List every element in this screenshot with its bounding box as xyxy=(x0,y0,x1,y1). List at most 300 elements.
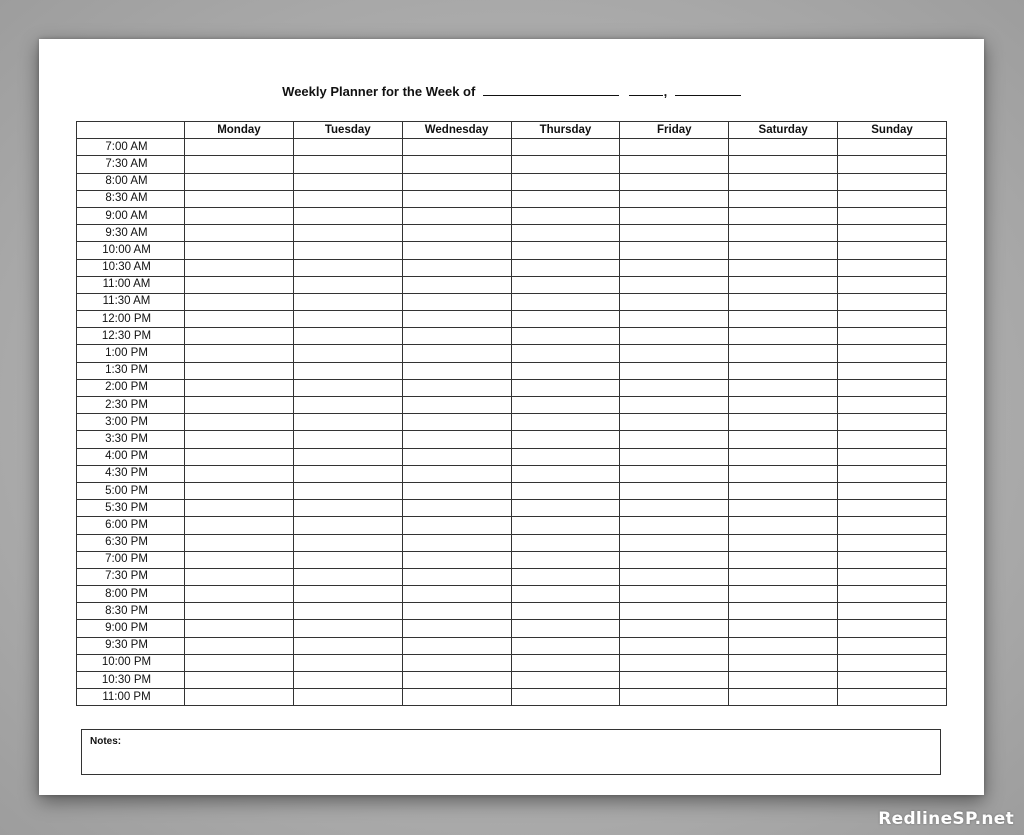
schedule-cell-thursday[interactable] xyxy=(511,276,620,293)
table-row xyxy=(77,603,947,620)
schedule-cell-wednesday[interactable] xyxy=(402,689,511,706)
schedule-cell-sunday[interactable] xyxy=(838,328,947,345)
schedule-cell-saturday[interactable] xyxy=(729,156,838,173)
schedule-cell-wednesday[interactable] xyxy=(402,672,511,689)
schedule-cell-thursday[interactable] xyxy=(511,345,620,362)
schedule-cell-saturday[interactable] xyxy=(729,293,838,310)
schedule-cell-wednesday[interactable] xyxy=(402,156,511,173)
table-row xyxy=(77,311,947,328)
schedule-cell-tuesday[interactable] xyxy=(293,156,402,173)
schedule-cell-tuesday[interactable] xyxy=(293,689,402,706)
schedule-cell-tuesday[interactable] xyxy=(293,517,402,534)
time-slot-label: 9:30 PM xyxy=(77,637,185,654)
schedule-cell-saturday[interactable] xyxy=(729,654,838,671)
schedule-cell-wednesday[interactable] xyxy=(402,397,511,414)
time-slot-label: 8:30 AM xyxy=(77,190,185,207)
schedule-cell-thursday[interactable] xyxy=(511,414,620,431)
schedule-cell-sunday[interactable] xyxy=(838,482,947,499)
table-row xyxy=(77,345,947,362)
schedule-cell-sunday[interactable] xyxy=(838,225,947,242)
schedule-cell-tuesday[interactable] xyxy=(293,672,402,689)
schedule-cell-thursday[interactable] xyxy=(511,620,620,637)
schedule-cell-saturday[interactable] xyxy=(729,328,838,345)
schedule-cell-friday[interactable] xyxy=(620,259,729,276)
week-blank-2[interactable] xyxy=(629,83,663,96)
schedule-cell-tuesday[interactable] xyxy=(293,190,402,207)
schedule-cell-friday[interactable] xyxy=(620,414,729,431)
schedule-cell-thursday[interactable] xyxy=(511,672,620,689)
time-slot-label: 10:30 PM xyxy=(77,672,185,689)
schedule-cell-tuesday[interactable] xyxy=(293,311,402,328)
schedule-cell-monday[interactable] xyxy=(185,672,294,689)
page-title xyxy=(39,83,984,99)
schedule-cell-wednesday[interactable] xyxy=(402,328,511,345)
schedule-cell-monday[interactable] xyxy=(185,173,294,190)
schedule-cell-friday[interactable] xyxy=(620,397,729,414)
schedule-cell-thursday[interactable] xyxy=(511,500,620,517)
schedule-cell-sunday[interactable] xyxy=(838,603,947,620)
schedule-cell-sunday[interactable] xyxy=(838,397,947,414)
schedule-cell-wednesday[interactable] xyxy=(402,465,511,482)
schedule-cell-tuesday[interactable] xyxy=(293,500,402,517)
schedule-cell-sunday[interactable] xyxy=(838,448,947,465)
schedule-cell-wednesday[interactable] xyxy=(402,362,511,379)
schedule-cell-thursday[interactable] xyxy=(511,173,620,190)
schedule-cell-friday[interactable] xyxy=(620,345,729,362)
schedule-cell-thursday[interactable] xyxy=(511,139,620,156)
schedule-cell-saturday[interactable] xyxy=(729,173,838,190)
schedule-cell-sunday[interactable] xyxy=(838,362,947,379)
schedule-cell-monday[interactable] xyxy=(185,534,294,551)
schedule-cell-friday[interactable] xyxy=(620,500,729,517)
schedule-cell-monday[interactable] xyxy=(185,190,294,207)
schedule-cell-saturday[interactable] xyxy=(729,207,838,224)
table-row xyxy=(77,379,947,396)
schedule-cell-monday[interactable] xyxy=(185,603,294,620)
schedule-cell-saturday[interactable] xyxy=(729,689,838,706)
schedule-cell-tuesday[interactable] xyxy=(293,362,402,379)
schedule-cell-tuesday[interactable] xyxy=(293,207,402,224)
schedule-cell-sunday[interactable] xyxy=(838,620,947,637)
schedule-cell-monday[interactable] xyxy=(185,345,294,362)
day-header-thursday: Thursday xyxy=(511,122,620,139)
schedule-cell-friday[interactable] xyxy=(620,242,729,259)
schedule-cell-thursday[interactable] xyxy=(511,654,620,671)
schedule-cell-thursday[interactable] xyxy=(511,242,620,259)
schedule-cell-sunday[interactable] xyxy=(838,139,947,156)
schedule-cell-sunday[interactable] xyxy=(838,345,947,362)
schedule-cell-wednesday[interactable] xyxy=(402,500,511,517)
table-row xyxy=(77,259,947,276)
table-row xyxy=(77,517,947,534)
schedule-cell-saturday[interactable] xyxy=(729,190,838,207)
schedule-cell-sunday[interactable] xyxy=(838,190,947,207)
schedule-cell-tuesday[interactable] xyxy=(293,397,402,414)
time-slot-label: 4:30 PM xyxy=(77,465,185,482)
schedule-cell-saturday[interactable] xyxy=(729,259,838,276)
schedule-cell-tuesday[interactable] xyxy=(293,637,402,654)
time-slot-label: 11:00 AM xyxy=(77,276,185,293)
schedule-cell-saturday[interactable] xyxy=(729,534,838,551)
schedule-cell-friday[interactable] xyxy=(620,139,729,156)
schedule-cell-sunday[interactable] xyxy=(838,242,947,259)
schedule-cell-monday[interactable] xyxy=(185,637,294,654)
day-header-wednesday: Wednesday xyxy=(402,122,511,139)
table-row xyxy=(77,637,947,654)
schedule-cell-thursday[interactable] xyxy=(511,551,620,568)
schedule-cell-sunday[interactable] xyxy=(838,637,947,654)
schedule-cell-monday[interactable] xyxy=(185,500,294,517)
schedule-cell-monday[interactable] xyxy=(185,431,294,448)
schedule-cell-sunday[interactable] xyxy=(838,414,947,431)
table-row xyxy=(77,465,947,482)
schedule-cell-saturday[interactable] xyxy=(729,431,838,448)
planner-table xyxy=(76,121,947,706)
schedule-cell-saturday[interactable] xyxy=(729,276,838,293)
time-slot-label: 2:30 PM xyxy=(77,397,185,414)
schedule-cell-monday[interactable] xyxy=(185,551,294,568)
schedule-cell-sunday[interactable] xyxy=(838,465,947,482)
schedule-cell-wednesday[interactable] xyxy=(402,551,511,568)
schedule-cell-sunday[interactable] xyxy=(838,173,947,190)
schedule-cell-monday[interactable] xyxy=(185,568,294,585)
schedule-cell-wednesday[interactable] xyxy=(402,293,511,310)
schedule-cell-friday[interactable] xyxy=(620,276,729,293)
schedule-cell-tuesday[interactable] xyxy=(293,173,402,190)
time-slot-label: 3:00 PM xyxy=(77,414,185,431)
schedule-cell-tuesday[interactable] xyxy=(293,603,402,620)
schedule-cell-friday[interactable] xyxy=(620,482,729,499)
schedule-cell-monday[interactable] xyxy=(185,482,294,499)
schedule-cell-saturday[interactable] xyxy=(729,465,838,482)
schedule-cell-monday[interactable] xyxy=(185,379,294,396)
schedule-cell-saturday[interactable] xyxy=(729,397,838,414)
schedule-cell-wednesday[interactable] xyxy=(402,259,511,276)
schedule-cell-friday[interactable] xyxy=(620,603,729,620)
time-slot-label: 10:30 AM xyxy=(77,259,185,276)
schedule-cell-tuesday[interactable] xyxy=(293,379,402,396)
table-row xyxy=(77,689,947,706)
notes-label: Notes: xyxy=(90,736,122,747)
schedule-cell-tuesday[interactable] xyxy=(293,654,402,671)
day-header-monday: Monday xyxy=(185,122,294,139)
week-blank-3[interactable] xyxy=(675,83,741,96)
schedule-cell-sunday[interactable] xyxy=(838,568,947,585)
schedule-cell-sunday[interactable] xyxy=(838,207,947,224)
table-row xyxy=(77,276,947,293)
schedule-cell-tuesday[interactable] xyxy=(293,345,402,362)
schedule-cell-thursday[interactable] xyxy=(511,637,620,654)
schedule-cell-thursday[interactable] xyxy=(511,293,620,310)
schedule-cell-wednesday[interactable] xyxy=(402,139,511,156)
schedule-cell-saturday[interactable] xyxy=(729,225,838,242)
schedule-cell-monday[interactable] xyxy=(185,689,294,706)
schedule-cell-saturday[interactable] xyxy=(729,448,838,465)
page-title-text: Weekly Planner for the Week of xyxy=(282,84,476,99)
schedule-cell-wednesday[interactable] xyxy=(402,448,511,465)
schedule-cell-sunday[interactable] xyxy=(838,431,947,448)
table-row xyxy=(77,586,947,603)
schedule-cell-monday[interactable] xyxy=(185,465,294,482)
schedule-cell-wednesday[interactable] xyxy=(402,276,511,293)
schedule-cell-wednesday[interactable] xyxy=(402,173,511,190)
schedule-cell-friday[interactable] xyxy=(620,672,729,689)
schedule-cell-thursday[interactable] xyxy=(511,379,620,396)
schedule-cell-friday[interactable] xyxy=(620,207,729,224)
table-row xyxy=(77,362,947,379)
schedule-cell-wednesday[interactable] xyxy=(402,534,511,551)
table-row xyxy=(77,190,947,207)
schedule-cell-friday[interactable] xyxy=(620,293,729,310)
schedule-cell-wednesday[interactable] xyxy=(402,568,511,585)
table-row xyxy=(77,551,947,568)
table-row xyxy=(77,139,947,156)
schedule-cell-monday[interactable] xyxy=(185,242,294,259)
time-slot-label: 4:00 PM xyxy=(77,448,185,465)
schedule-cell-saturday[interactable] xyxy=(729,311,838,328)
schedule-cell-wednesday[interactable] xyxy=(402,517,511,534)
day-header-tuesday: Tuesday xyxy=(293,122,402,139)
table-row xyxy=(77,534,947,551)
schedule-cell-tuesday[interactable] xyxy=(293,431,402,448)
time-slot-label: 3:30 PM xyxy=(77,431,185,448)
schedule-cell-friday[interactable] xyxy=(620,431,729,448)
table-row xyxy=(77,500,947,517)
schedule-cell-thursday[interactable] xyxy=(511,259,620,276)
schedule-cell-tuesday[interactable] xyxy=(293,225,402,242)
schedule-cell-tuesday[interactable] xyxy=(293,448,402,465)
schedule-cell-thursday[interactable] xyxy=(511,328,620,345)
time-slot-label: 10:00 AM xyxy=(77,242,185,259)
schedule-cell-monday[interactable] xyxy=(185,586,294,603)
schedule-cell-wednesday[interactable] xyxy=(402,311,511,328)
schedule-cell-thursday[interactable] xyxy=(511,448,620,465)
table-row xyxy=(77,328,947,345)
schedule-cell-friday[interactable] xyxy=(620,173,729,190)
schedule-cell-tuesday[interactable] xyxy=(293,534,402,551)
planner-body xyxy=(77,139,947,706)
schedule-cell-wednesday[interactable] xyxy=(402,190,511,207)
schedule-cell-friday[interactable] xyxy=(620,551,729,568)
schedule-cell-friday[interactable] xyxy=(620,328,729,345)
schedule-cell-tuesday[interactable] xyxy=(293,242,402,259)
time-slot-label: 1:00 PM xyxy=(77,345,185,362)
schedule-cell-thursday[interactable] xyxy=(511,207,620,224)
schedule-cell-saturday[interactable] xyxy=(729,672,838,689)
schedule-cell-tuesday[interactable] xyxy=(293,276,402,293)
header-row xyxy=(77,122,947,139)
schedule-cell-saturday[interactable] xyxy=(729,345,838,362)
time-slot-label: 11:00 PM xyxy=(77,689,185,706)
schedule-cell-thursday[interactable] xyxy=(511,482,620,499)
schedule-cell-monday[interactable] xyxy=(185,207,294,224)
schedule-cell-thursday[interactable] xyxy=(511,397,620,414)
table-row xyxy=(77,207,947,224)
schedule-cell-friday[interactable] xyxy=(620,568,729,585)
schedule-cell-monday[interactable] xyxy=(185,397,294,414)
schedule-cell-friday[interactable] xyxy=(620,156,729,173)
schedule-cell-monday[interactable] xyxy=(185,620,294,637)
time-slot-label: 6:00 PM xyxy=(77,517,185,534)
time-slot-label: 1:30 PM xyxy=(77,362,185,379)
schedule-cell-friday[interactable] xyxy=(620,620,729,637)
schedule-cell-saturday[interactable] xyxy=(729,242,838,259)
schedule-cell-sunday[interactable] xyxy=(838,311,947,328)
schedule-cell-saturday[interactable] xyxy=(729,482,838,499)
schedule-cell-thursday[interactable] xyxy=(511,517,620,534)
schedule-cell-thursday[interactable] xyxy=(511,568,620,585)
schedule-cell-sunday[interactable] xyxy=(838,259,947,276)
schedule-cell-sunday[interactable] xyxy=(838,293,947,310)
table-row xyxy=(77,672,947,689)
schedule-cell-thursday[interactable] xyxy=(511,190,620,207)
schedule-cell-sunday[interactable] xyxy=(838,534,947,551)
schedule-cell-tuesday[interactable] xyxy=(293,293,402,310)
schedule-cell-wednesday[interactable] xyxy=(402,586,511,603)
schedule-cell-thursday[interactable] xyxy=(511,689,620,706)
schedule-cell-sunday[interactable] xyxy=(838,156,947,173)
week-blank-1[interactable] xyxy=(483,83,619,96)
schedule-cell-tuesday[interactable] xyxy=(293,465,402,482)
time-slot-label: 7:30 AM xyxy=(77,156,185,173)
schedule-cell-tuesday[interactable] xyxy=(293,139,402,156)
schedule-cell-monday[interactable] xyxy=(185,362,294,379)
schedule-cell-monday[interactable] xyxy=(185,259,294,276)
schedule-cell-wednesday[interactable] xyxy=(402,603,511,620)
schedule-cell-saturday[interactable] xyxy=(729,551,838,568)
time-slot-label: 5:30 PM xyxy=(77,500,185,517)
schedule-cell-wednesday[interactable] xyxy=(402,482,511,499)
schedule-cell-monday[interactable] xyxy=(185,293,294,310)
schedule-cell-sunday[interactable] xyxy=(838,517,947,534)
schedule-cell-thursday[interactable] xyxy=(511,311,620,328)
schedule-cell-saturday[interactable] xyxy=(729,517,838,534)
schedule-cell-monday[interactable] xyxy=(185,654,294,671)
schedule-cell-thursday[interactable] xyxy=(511,431,620,448)
schedule-cell-sunday[interactable] xyxy=(838,654,947,671)
schedule-cell-monday[interactable] xyxy=(185,139,294,156)
schedule-cell-thursday[interactable] xyxy=(511,586,620,603)
schedule-cell-sunday[interactable] xyxy=(838,672,947,689)
schedule-cell-wednesday[interactable] xyxy=(402,654,511,671)
planner-page xyxy=(39,39,984,795)
schedule-cell-monday[interactable] xyxy=(185,225,294,242)
table-row xyxy=(77,620,947,637)
schedule-cell-sunday[interactable] xyxy=(838,379,947,396)
schedule-cell-friday[interactable] xyxy=(620,379,729,396)
schedule-cell-friday[interactable] xyxy=(620,225,729,242)
time-slot-label: 11:30 AM xyxy=(77,293,185,310)
table-row xyxy=(77,448,947,465)
schedule-cell-tuesday[interactable] xyxy=(293,259,402,276)
schedule-cell-saturday[interactable] xyxy=(729,603,838,620)
schedule-cell-wednesday[interactable] xyxy=(402,620,511,637)
schedule-cell-friday[interactable] xyxy=(620,190,729,207)
schedule-cell-saturday[interactable] xyxy=(729,586,838,603)
schedule-cell-monday[interactable] xyxy=(185,328,294,345)
watermark: RedlineSP.net xyxy=(878,809,1014,829)
time-slot-label: 8:30 PM xyxy=(77,603,185,620)
schedule-cell-tuesday[interactable] xyxy=(293,414,402,431)
schedule-cell-friday[interactable] xyxy=(620,517,729,534)
time-slot-label: 7:00 AM xyxy=(77,139,185,156)
schedule-cell-saturday[interactable] xyxy=(729,362,838,379)
schedule-cell-friday[interactable] xyxy=(620,448,729,465)
schedule-cell-saturday[interactable] xyxy=(729,414,838,431)
schedule-cell-monday[interactable] xyxy=(185,311,294,328)
schedule-cell-wednesday[interactable] xyxy=(402,379,511,396)
schedule-cell-friday[interactable] xyxy=(620,362,729,379)
schedule-cell-thursday[interactable] xyxy=(511,603,620,620)
schedule-cell-friday[interactable] xyxy=(620,689,729,706)
schedule-cell-thursday[interactable] xyxy=(511,225,620,242)
schedule-cell-saturday[interactable] xyxy=(729,500,838,517)
schedule-cell-saturday[interactable] xyxy=(729,620,838,637)
schedule-cell-thursday[interactable] xyxy=(511,156,620,173)
schedule-cell-monday[interactable] xyxy=(185,517,294,534)
schedule-cell-wednesday[interactable] xyxy=(402,242,511,259)
time-slot-label: 12:30 PM xyxy=(77,328,185,345)
schedule-cell-sunday[interactable] xyxy=(838,689,947,706)
schedule-cell-thursday[interactable] xyxy=(511,465,620,482)
schedule-cell-friday[interactable] xyxy=(620,311,729,328)
schedule-cell-saturday[interactable] xyxy=(729,568,838,585)
schedule-cell-tuesday[interactable] xyxy=(293,586,402,603)
schedule-cell-wednesday[interactable] xyxy=(402,207,511,224)
schedule-cell-tuesday[interactable] xyxy=(293,620,402,637)
schedule-cell-friday[interactable] xyxy=(620,654,729,671)
schedule-cell-friday[interactable] xyxy=(620,637,729,654)
table-row xyxy=(77,293,947,310)
schedule-cell-saturday[interactable] xyxy=(729,139,838,156)
schedule-cell-wednesday[interactable] xyxy=(402,225,511,242)
schedule-cell-friday[interactable] xyxy=(620,586,729,603)
time-slot-label: 8:00 AM xyxy=(77,173,185,190)
schedule-cell-wednesday[interactable] xyxy=(402,637,511,654)
schedule-cell-saturday[interactable] xyxy=(729,637,838,654)
schedule-cell-thursday[interactable] xyxy=(511,534,620,551)
schedule-cell-friday[interactable] xyxy=(620,534,729,551)
table-row xyxy=(77,225,947,242)
day-header-friday: Friday xyxy=(620,122,729,139)
schedule-cell-tuesday[interactable] xyxy=(293,551,402,568)
schedule-cell-monday[interactable] xyxy=(185,156,294,173)
time-slot-label: 9:00 PM xyxy=(77,620,185,637)
time-slot-label: 9:00 AM xyxy=(77,207,185,224)
time-slot-label: 7:00 PM xyxy=(77,551,185,568)
schedule-cell-wednesday[interactable] xyxy=(402,431,511,448)
schedule-cell-monday[interactable] xyxy=(185,448,294,465)
schedule-cell-wednesday[interactable] xyxy=(402,414,511,431)
schedule-cell-wednesday[interactable] xyxy=(402,345,511,362)
schedule-cell-monday[interactable] xyxy=(185,276,294,293)
schedule-cell-thursday[interactable] xyxy=(511,362,620,379)
schedule-cell-friday[interactable] xyxy=(620,465,729,482)
schedule-cell-sunday[interactable] xyxy=(838,276,947,293)
table-row xyxy=(77,156,947,173)
time-slot-label: 7:30 PM xyxy=(77,568,185,585)
schedule-cell-sunday[interactable] xyxy=(838,551,947,568)
schedule-cell-tuesday[interactable] xyxy=(293,568,402,585)
schedule-cell-saturday[interactable] xyxy=(729,379,838,396)
schedule-cell-sunday[interactable] xyxy=(838,586,947,603)
notes-box[interactable] xyxy=(81,729,941,775)
schedule-cell-monday[interactable] xyxy=(185,414,294,431)
schedule-cell-tuesday[interactable] xyxy=(293,328,402,345)
table-row xyxy=(77,173,947,190)
schedule-cell-tuesday[interactable] xyxy=(293,482,402,499)
schedule-cell-sunday[interactable] xyxy=(838,500,947,517)
